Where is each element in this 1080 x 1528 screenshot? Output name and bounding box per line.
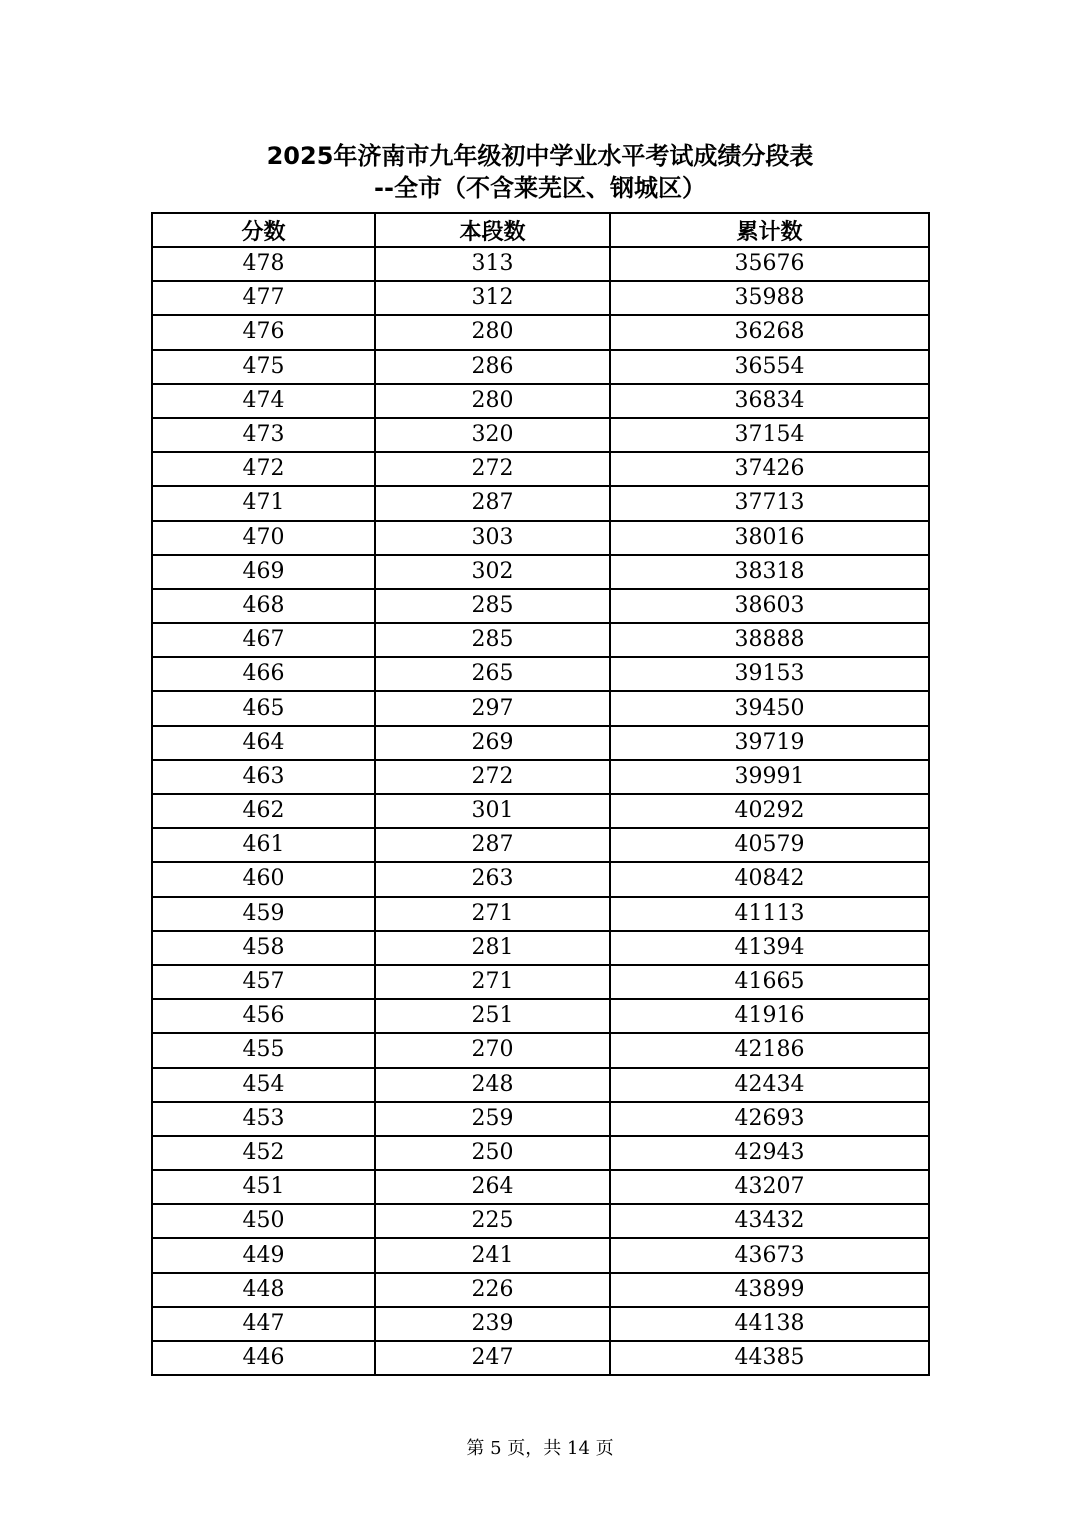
table-row [152,1102,929,1136]
cell-score: 478 [152,247,375,281]
cell-segment-count: 271 [375,965,610,999]
cell-segment-count: 280 [375,315,610,349]
cell-segment-count: 301 [375,794,610,828]
cell-segment-count: 247 [375,1341,610,1375]
cell-score: 463 [152,760,375,794]
table-row [152,452,929,486]
table-row [152,1273,929,1307]
cell-score: 454 [152,1068,375,1102]
cell-score: 458 [152,931,375,965]
column-header-score: 分数 [152,213,375,247]
cell-segment-count: 285 [375,623,610,657]
cell-segment-count: 259 [375,1102,610,1136]
cell-score: 452 [152,1136,375,1170]
cell-segment-count: 251 [375,999,610,1033]
cell-cumulative-count: 37426 [610,452,929,486]
table-row [152,281,929,315]
cell-cumulative-count: 42186 [610,1033,929,1067]
table-row [152,315,929,349]
cell-score: 465 [152,691,375,725]
table-row [152,862,929,896]
cell-segment-count: 303 [375,521,610,555]
table-row [152,418,929,452]
cell-cumulative-count: 35988 [610,281,929,315]
document-subtitle: --全市（不含莱芜区、钢城区） [374,174,706,202]
table-row [152,555,929,589]
table-row [152,726,929,760]
cell-cumulative-count: 44138 [610,1307,929,1341]
cell-cumulative-count: 38318 [610,555,929,589]
table-row [152,1033,929,1067]
cell-cumulative-count: 43899 [610,1273,929,1307]
cell-score: 467 [152,623,375,657]
cell-cumulative-count: 38888 [610,623,929,657]
cell-cumulative-count: 39991 [610,760,929,794]
column-header-cumulative-count: 累计数 [610,213,929,247]
cell-segment-count: 287 [375,828,610,862]
cell-segment-count: 271 [375,897,610,931]
cell-cumulative-count: 41916 [610,999,929,1033]
cell-segment-count: 226 [375,1273,610,1307]
table-row [152,1341,929,1375]
table-row [152,384,929,418]
cell-segment-count: 239 [375,1307,610,1341]
cell-cumulative-count: 42943 [610,1136,929,1170]
cell-cumulative-count: 40579 [610,828,929,862]
cell-cumulative-count: 36834 [610,384,929,418]
cell-score: 473 [152,418,375,452]
cell-score: 466 [152,657,375,691]
cell-segment-count: 313 [375,247,610,281]
table-row [152,691,929,725]
table-row [152,247,929,281]
cell-segment-count: 263 [375,862,610,896]
cell-cumulative-count: 35676 [610,247,929,281]
table-row [152,1238,929,1272]
cell-cumulative-count: 42693 [610,1102,929,1136]
cell-cumulative-count: 43673 [610,1238,929,1272]
cell-score: 457 [152,965,375,999]
cell-cumulative-count: 40842 [610,862,929,896]
table-row [152,1204,929,1238]
table-row [152,828,929,862]
cell-segment-count: 264 [375,1170,610,1204]
cell-cumulative-count: 37713 [610,486,929,520]
table-row [152,965,929,999]
cell-segment-count: 265 [375,657,610,691]
cell-score: 449 [152,1238,375,1272]
cell-score: 471 [152,486,375,520]
table-row [152,1068,929,1102]
cell-score: 461 [152,828,375,862]
cell-score: 453 [152,1102,375,1136]
cell-segment-count: 281 [375,931,610,965]
cell-segment-count: 225 [375,1204,610,1238]
cell-cumulative-count: 38016 [610,521,929,555]
cell-score: 462 [152,794,375,828]
cell-score: 470 [152,521,375,555]
table-row [152,931,929,965]
table-row [152,1170,929,1204]
table-row [152,623,929,657]
cell-cumulative-count: 43207 [610,1170,929,1204]
table-row [152,1307,929,1341]
cell-score: 477 [152,281,375,315]
table-row [152,999,929,1033]
table-row [152,897,929,931]
table-header-row [152,213,929,247]
cell-segment-count: 286 [375,350,610,384]
cell-score: 469 [152,555,375,589]
cell-score: 476 [152,315,375,349]
cell-score: 455 [152,1033,375,1067]
table-row [152,589,929,623]
cell-segment-count: 270 [375,1033,610,1067]
table-body [152,247,929,1375]
cell-score: 464 [152,726,375,760]
cell-segment-count: 280 [375,384,610,418]
column-header-segment-count: 本段数 [375,213,610,247]
cell-cumulative-count: 36554 [610,350,929,384]
cell-segment-count: 272 [375,760,610,794]
cell-cumulative-count: 38603 [610,589,929,623]
table-row [152,350,929,384]
cell-cumulative-count: 42434 [610,1068,929,1102]
cell-cumulative-count: 39153 [610,657,929,691]
cell-cumulative-count: 40292 [610,794,929,828]
cell-cumulative-count: 41665 [610,965,929,999]
table-row [152,760,929,794]
table-row [152,486,929,520]
cell-score: 448 [152,1273,375,1307]
table-row [152,794,929,828]
cell-cumulative-count: 41394 [610,931,929,965]
cell-cumulative-count: 36268 [610,315,929,349]
table-row [152,521,929,555]
cell-cumulative-count: 44385 [610,1341,929,1375]
cell-segment-count: 250 [375,1136,610,1170]
cell-cumulative-count: 39719 [610,726,929,760]
page-number-footer: 第 5 页，共 14 页 [466,1438,614,1459]
cell-segment-count: 302 [375,555,610,589]
cell-segment-count: 287 [375,486,610,520]
cell-segment-count: 312 [375,281,610,315]
cell-segment-count: 320 [375,418,610,452]
table-row [152,657,929,691]
cell-score: 460 [152,862,375,896]
cell-score: 468 [152,589,375,623]
cell-score: 447 [152,1307,375,1341]
cell-segment-count: 285 [375,589,610,623]
table-row [152,1136,929,1170]
cell-score: 451 [152,1170,375,1204]
cell-score: 446 [152,1341,375,1375]
cell-segment-count: 269 [375,726,610,760]
cell-score: 456 [152,999,375,1033]
cell-cumulative-count: 43432 [610,1204,929,1238]
cell-score: 475 [152,350,375,384]
cell-score: 450 [152,1204,375,1238]
cell-cumulative-count: 41113 [610,897,929,931]
document-title: 2025年济南市九年级初中学业水平考试成绩分段表 [266,142,814,170]
cell-segment-count: 248 [375,1068,610,1102]
cell-cumulative-count: 37154 [610,418,929,452]
cell-score: 459 [152,897,375,931]
cell-cumulative-count: 39450 [610,691,929,725]
cell-segment-count: 241 [375,1238,610,1272]
score-distribution-table [151,212,930,1376]
cell-score: 472 [152,452,375,486]
cell-score: 474 [152,384,375,418]
cell-segment-count: 297 [375,691,610,725]
cell-segment-count: 272 [375,452,610,486]
